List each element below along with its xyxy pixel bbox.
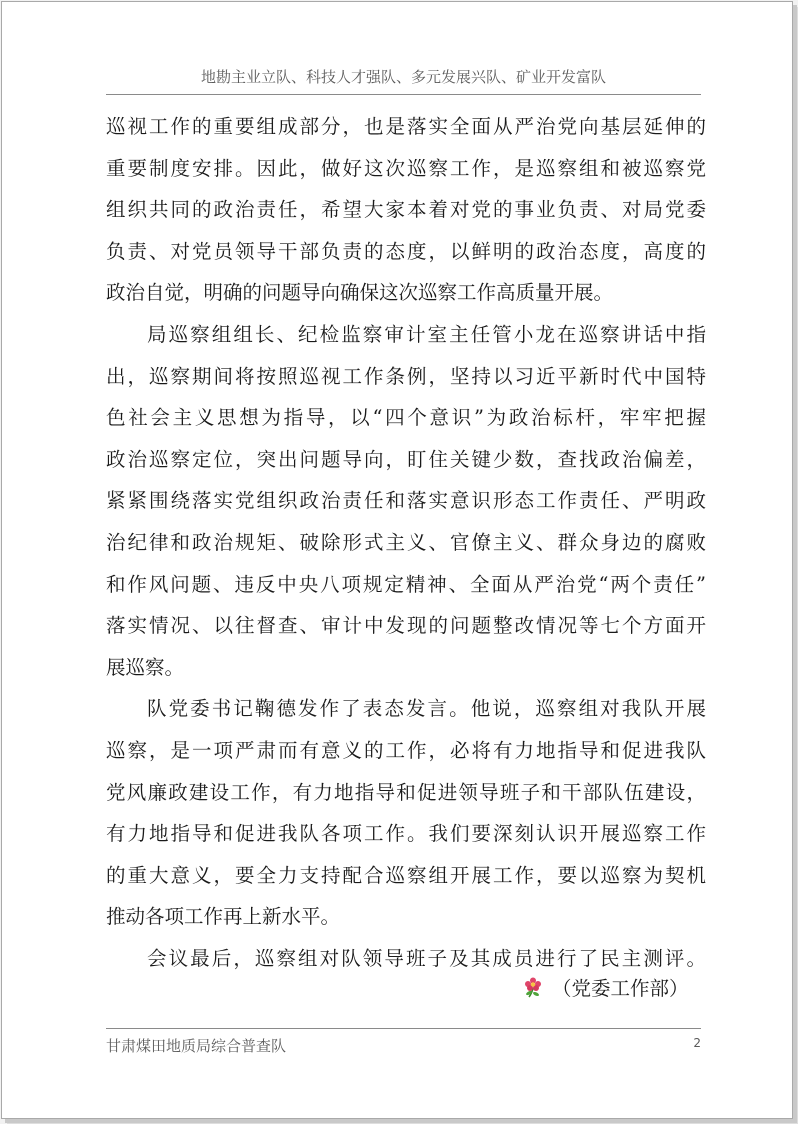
text-line: 推动各项工作再上新水平。 <box>106 905 341 929</box>
text-line: 局巡察组组长、纪检监察审计室主任管小龙在巡察讲话中指 <box>147 322 706 346</box>
text-line: 紧紧围绕落实党组织政治责任和落实意识形态工作责任、严明政 <box>106 489 706 513</box>
text-line: 巡视工作的重要组成部分，也是落实全面从严治党向基层延伸的 <box>106 115 706 138</box>
text-line: 色社会主义思想为指导，以“四个意识”为政治标杆，牢牢把握 <box>106 406 706 430</box>
text-line: 巡察，是一项严肃而有意义的工作，必将有力地指导和促进我队 <box>106 738 706 762</box>
text-line: 负责、对党员领导干部负责的态度，以鲜明的政治态度，高度的 <box>106 239 706 263</box>
text-line: 政治巡察定位，突出问题导向，盯住关键少数，查找政治偏差， <box>106 447 706 471</box>
text-line: 落实情况、以往督查、审计中发现的问题整改情况等七个方面开 <box>106 614 706 638</box>
text-line: 重要制度安排。因此，做好这次巡察工作，是巡察组和被巡察党 <box>106 156 706 180</box>
footer-organization: 甘肃煤田地质局综合普查队 <box>106 1037 287 1055</box>
text-line: 组织共同的政治责任，希望大家本着对党的事业负责、对局党委 <box>106 198 706 222</box>
footer-divider <box>106 1028 701 1029</box>
text-line: 展巡察。 <box>106 655 185 679</box>
signature-text: （党委工作部） <box>552 977 689 1000</box>
text-line: 和作风问题、违反中央八项规定精神、全面从严治党“两个责任” <box>106 572 706 596</box>
text-line: 队党委书记鞠德发作了表态发言。他说，巡察组对我队开展 <box>147 697 706 721</box>
signature <box>522 972 689 1006</box>
text-line: 出，巡察期间将按照巡视工作条例，坚持以习近平新时代中国特 <box>106 364 706 388</box>
text-line: 党风廉政建设工作，有力地指导和促进领导班子和干部队伍建设， <box>106 780 706 804</box>
page-number: 2 <box>693 1036 701 1050</box>
text-line: 会议最后，巡察组对队领导班子及其成员进行了民主测评。 <box>147 946 706 970</box>
text-line: 有力地指导和促进我队各项工作。我们要深刻认识开展巡察工作 <box>106 822 706 846</box>
page-header: 地勘主业立队、科技人才强队、多元发展兴队、矿业开发富队 <box>106 66 701 95</box>
text-line: 政治自觉，明确的问题导向确保这次巡察工作高质量开展。 <box>106 281 614 305</box>
body-text <box>106 106 706 979</box>
text-line: 治纪律和政治规矩、破除形式主义、官僚主义、群众身边的腐败 <box>106 530 706 554</box>
document-page <box>1 1 793 1119</box>
flower-icon <box>522 975 544 997</box>
text-line: 的重大意义，要全力支持配合巡察组开展工作，要以巡察为契机 <box>106 863 706 887</box>
